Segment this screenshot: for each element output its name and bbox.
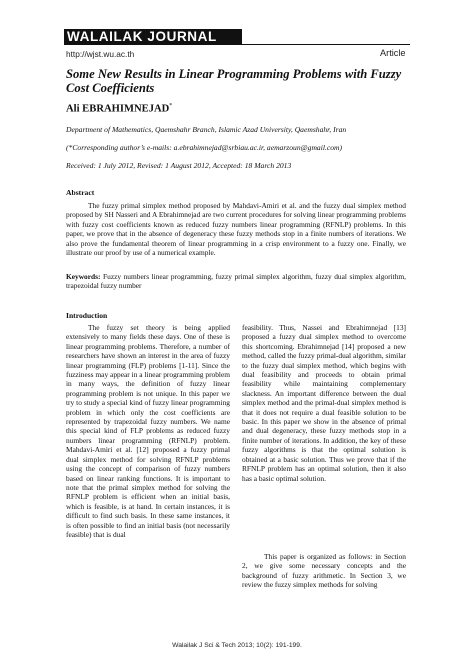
keywords: Keywords: Fuzzy numbers linear programming, fuzzy primal simplex algorithm, fuzzy dual simplex algorithm, trapezoidal fuzzy number [66, 272, 406, 291]
author-name: Ali EBRAHIMNEJAD* [66, 103, 173, 115]
corresponding-author: (*Corresponding author’s e-mails: a.ebrahimnejad@srbiau.ac.ir, aemarzoun@gmail.com) [66, 143, 343, 152]
article-type: Article [380, 48, 406, 58]
header-rule [64, 44, 410, 45]
abstract-heading: Abstract [66, 188, 95, 197]
abstract-text: The fuzzy primal simplex method proposed by Mahdavi-Amiri et al. and the fuzzy dual simplex method proposed by SH Nasseri and A Ebrahimnejad are two current procedures for solving linear programming problems with fuzzy cost coefficients known as reduced fuzzy numbers linear programming (RFNLP) problems. In this paper, we prove that in the absence of degeneracy these fuzzy methods stop in a finite numbers of iterations. We also prove the fundamental theorem of linear programming in a crisp environment to a fuzzy one. Finally, we illustrate our proof by use of a numerical example. [66, 201, 406, 258]
intro-right-paragraph-1: feasibility. Thus, Nassei and Ebrahimnejad [13] proposed a fuzzy dual simplex method to overcome this shortcoming. Ebrahimnejad [14] proposed a new method, called the fuzzy primal-dual algorithm, similar to the fuzzy dual simplex method, which begins with dual feasibility and proceeds to obtain primal feasibility while maintaining complementary slackness. An important difference between the dual simplex method and the primal-dual simplex method is that it does not require a dual feasible solution to be basic. In this paper we show in the absence of primal and dual degeneracy, these fuzzy methods stop in a finite number of iterations. In addition, the key of these fuzzy algorithms is that the optimal solution is obtained at a basic solution. Thus we prove that if the RFNLP problem has an optimal solution, then it also has a basic optimal solution. [242, 323, 406, 483]
intro-right-paragraph-2: This paper is organized as follows: in Section 2, we give some necessary concepts and the background of fuzzy arithmetic. In Section 3, we review the fuzzy simplex methods for solving [242, 552, 406, 590]
journal-logo-banner: WALAILAK JOURNAL [64, 29, 242, 45]
journal-url[interactable]: http://wjst.wu.ac.th [66, 49, 135, 59]
page-footer: Walailak J Sci & Tech 2013; 10(2): 191-199. [172, 642, 302, 649]
dates: Received: 1 July 2012, Revised: 1 August 2012, Accepted: 18 March 2013 [66, 161, 292, 170]
paper-title: Some New Results in Linear Programming Problems with Fuzzy Cost Coefficients [66, 67, 402, 95]
intro-left-paragraph: The fuzzy set theory is being applied extensively to many fields these days. One of these is linear programming problems. Therefore, a number of researchers have shown an interest in the area of fuzzy linear programming (FLP) problems [1-11]. Since the fuzziness may appear in a linear programming problem in many ways, the definition of fuzzy linear programming problem is not unique. In this paper we try to study a special kind of fuzzy linear programming problem in which only the cost coefficients are represented by trapezoidal fuzzy numbers. We name this special kind of FLP problems as reduced fuzzy numbers linear programming (RFNLP) problem. Mahdavi-Amiri et al. [12] proposed a fuzzy primal dual simplex method for solving RFNLP problems using the concept of comparison of fuzzy numbers based on linear ranking functions. It is important to note that the primal simplex method for solving the RFNLP problem is efficient when an initial basis, which is feasible, is at hand. In certain instances, it is difficult to find such basis. In these same instances, it is often possible to find an initial basis (not necessarily feasible) that is dual [66, 323, 230, 539]
affiliation: Department of Mathematics, Qaemshahr Branch, Islamic Azad University, Qaemshahr, Iran [66, 125, 347, 134]
author-mark: * [169, 103, 173, 109]
introduction-heading: Introduction [66, 311, 108, 320]
